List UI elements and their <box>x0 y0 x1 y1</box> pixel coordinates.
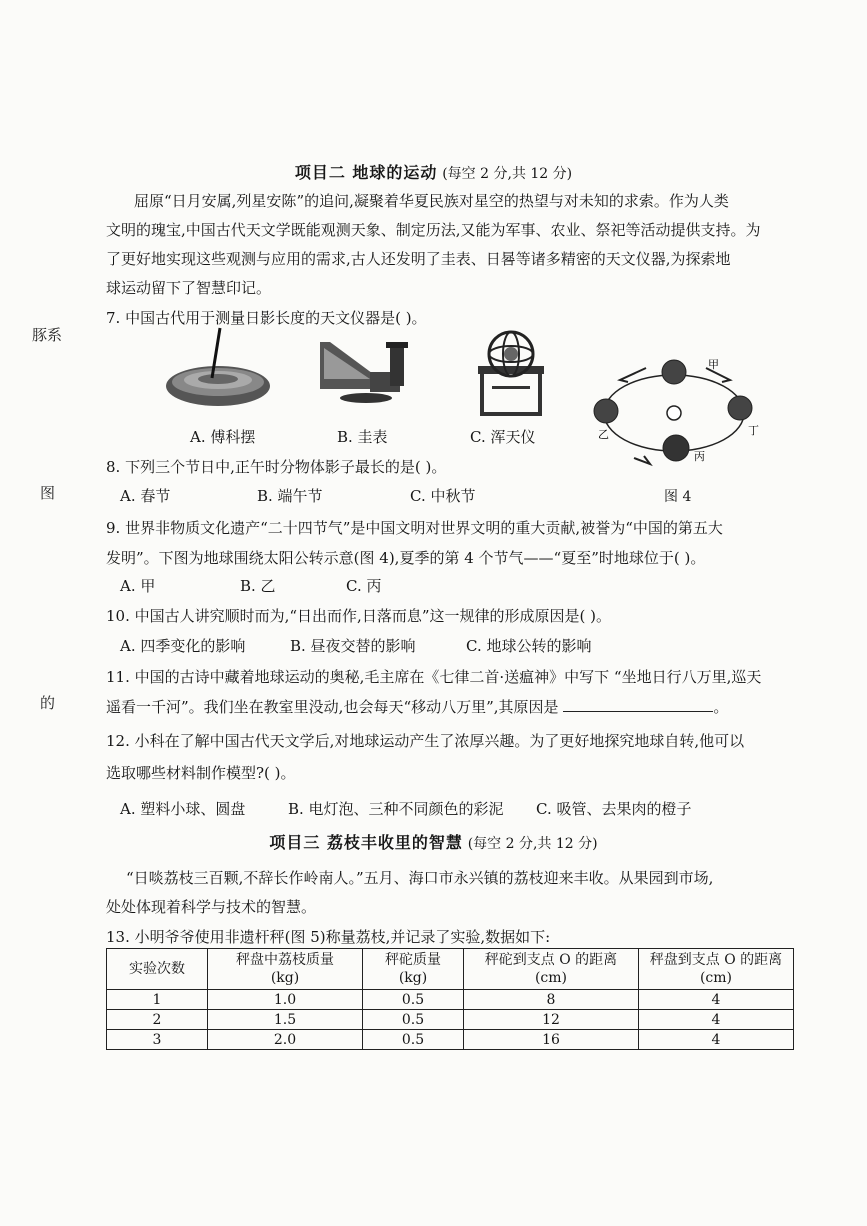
question-11-text: 遥看一千河”。我们坐在教室里没动,也会每天“移动八万里”,其原因是 <box>106 698 559 716</box>
table-header-cell: 秤盘到支点 O 的距离 (cm) <box>639 949 794 990</box>
table-cell: 0.5 <box>363 1030 464 1050</box>
table-row <box>107 1010 794 1030</box>
table-header-cell: 秤砣到支点 O 的距离 (cm) <box>464 949 639 990</box>
question-7: 7. 中国古代用于测量日影长度的天文仪器是( )。 <box>106 309 427 327</box>
q9-option-a: A. 甲 <box>120 577 156 595</box>
table-cell: 1.0 <box>208 990 363 1010</box>
armillary-sphere-image <box>470 326 552 420</box>
gnomon-image <box>310 334 422 414</box>
table-cell: 1.5 <box>208 1010 363 1030</box>
section2-intro <box>106 187 786 303</box>
table-cell: 3 <box>107 1030 208 1050</box>
question-11-line2 <box>106 696 728 718</box>
answer-blank[interactable] <box>563 697 713 712</box>
question-8: 8. 下列三个节日中,正午时分物体影子最长的是( )。 <box>106 458 447 476</box>
q8-option-c: C. 中秋节 <box>410 487 476 505</box>
table-cell: 4 <box>639 1010 794 1030</box>
orbit-mark: 乙 <box>598 428 609 441</box>
table-row <box>107 1030 794 1050</box>
q12-option-c: C. 吸管、去果肉的橙子 <box>536 800 692 818</box>
question-9-line2: 发明”。下图为地球围绕太阳公转示意(图 4),夏季的第 4 个节气——“夏至”时地球位于( )。 <box>106 549 706 567</box>
sun-icon <box>667 406 681 420</box>
q8-option-b: B. 端午节 <box>257 487 323 505</box>
table-cell: 4 <box>639 990 794 1010</box>
section2-title <box>0 160 867 183</box>
margin-mark: 图 <box>40 484 56 502</box>
question-9-line1: 9. 世界非物质文化遗产“二十四节气”是中国文明对世界文明的重大贡献,被誉为“中国的第五大 <box>106 519 723 537</box>
question-10: 10. 中国古人讲究顺时而为,“日出而作,日落而息”这一规律的形成原因是( )。 <box>106 607 611 625</box>
table-cell: 12 <box>464 1010 639 1030</box>
question-11-line1: 11. 中国的古诗中藏着地球运动的奥秘,毛主席在《七律二首·送瘟神》中写下 “坐地日行八万里,巡天 <box>106 668 762 686</box>
q9-option-b: B. 乙 <box>240 577 276 595</box>
intro-line: “日啖荔枝三百颗,不辞长作岭南人。”五月、海口市永兴镇的荔枝迎来丰收。从果园到市场, <box>126 869 714 887</box>
q10-option-a: A. 四季变化的影响 <box>120 637 246 655</box>
question-12-line1: 12. 小科在了解中国古代天文学后,对地球运动产生了浓厚兴趣。为了更好地探究地球自转,他可以 <box>106 732 745 750</box>
experiment-table <box>106 948 794 1050</box>
intro-line: 文明的瑰宝,中国古代天文学既能观测天象、制定历法,又能为军事、农业、祭祀等活动提供支持。为 <box>106 221 761 239</box>
table-cell: 8 <box>464 990 639 1010</box>
q8-option-a: A. 春节 <box>120 487 171 505</box>
table-header-row <box>107 949 794 990</box>
table-cell: 16 <box>464 1030 639 1050</box>
section3-intro <box>106 864 796 922</box>
foucault-pendulum-image <box>160 326 280 416</box>
table-cell: 1 <box>107 990 208 1010</box>
table-header-cell: 实验次数 <box>107 949 208 990</box>
q7-option-a: A. 傅科摆 <box>190 428 256 446</box>
orbit-mark: 丙 <box>694 450 705 463</box>
section2-score: (每空 2 分,共 12 分) <box>442 166 573 182</box>
section2-title-text: 项目二 地球的运动 <box>294 163 438 182</box>
margin-mark: 的 <box>40 694 56 712</box>
figure-4-label: 图 4 <box>664 489 692 505</box>
q10-option-b: B. 昼夜交替的影响 <box>290 637 416 655</box>
section3-title <box>0 830 867 853</box>
q10-option-c: C. 地球公转的影响 <box>466 637 592 655</box>
section3-score: (每空 2 分,共 12 分) <box>467 836 598 852</box>
q7-option-c: C. 浑天仪 <box>470 428 536 446</box>
table-cell: 2.0 <box>208 1030 363 1050</box>
question-13: 13. 小明爷爷使用非遗杆秤(图 5)称量荔枝,并记录了实验,数据如下: <box>106 928 551 946</box>
section3-title-text: 项目三 荔枝丰收里的智慧 <box>269 833 463 852</box>
earth-orbit-diagram <box>592 350 770 474</box>
intro-line: 处处体现着科学与技术的智慧。 <box>106 898 317 916</box>
q12-option-b: B. 电灯泡、三种不同颜色的彩泥 <box>288 800 504 818</box>
table-header-cell: 秤砣质量 (kg) <box>363 949 464 990</box>
intro-line: 屈原“日月安属,列星安陈”的追问,凝聚着华夏民族对星空的热望与对未知的求索。作为人类 <box>134 192 729 210</box>
table-cell: 0.5 <box>363 990 464 1010</box>
intro-line: 球运动留下了智慧印记。 <box>106 279 272 297</box>
q9-option-c: C. 丙 <box>346 577 382 595</box>
table-header-cell: 秤盘中荔枝质量 (kg) <box>208 949 363 990</box>
q12-option-a: A. 塑料小球、圆盘 <box>120 800 246 818</box>
orbit-mark: 甲 <box>708 358 719 371</box>
question-11-end: 。 <box>713 698 729 716</box>
intro-line: 了更好地实现这些观测与应用的需求,古人还发明了圭表、日晷等诸多精密的天文仪器,为探索地 <box>106 250 731 268</box>
margin-mark: 豚系 <box>32 326 63 344</box>
q7-option-b: B. 圭表 <box>337 428 388 446</box>
table-cell: 0.5 <box>363 1010 464 1030</box>
question-12-line2: 选取哪些材料制作模型?( )。 <box>106 764 296 782</box>
table-row <box>107 990 794 1010</box>
orbit-mark: 丁 <box>748 424 759 437</box>
table-cell: 4 <box>639 1030 794 1050</box>
table-cell: 2 <box>107 1010 208 1030</box>
